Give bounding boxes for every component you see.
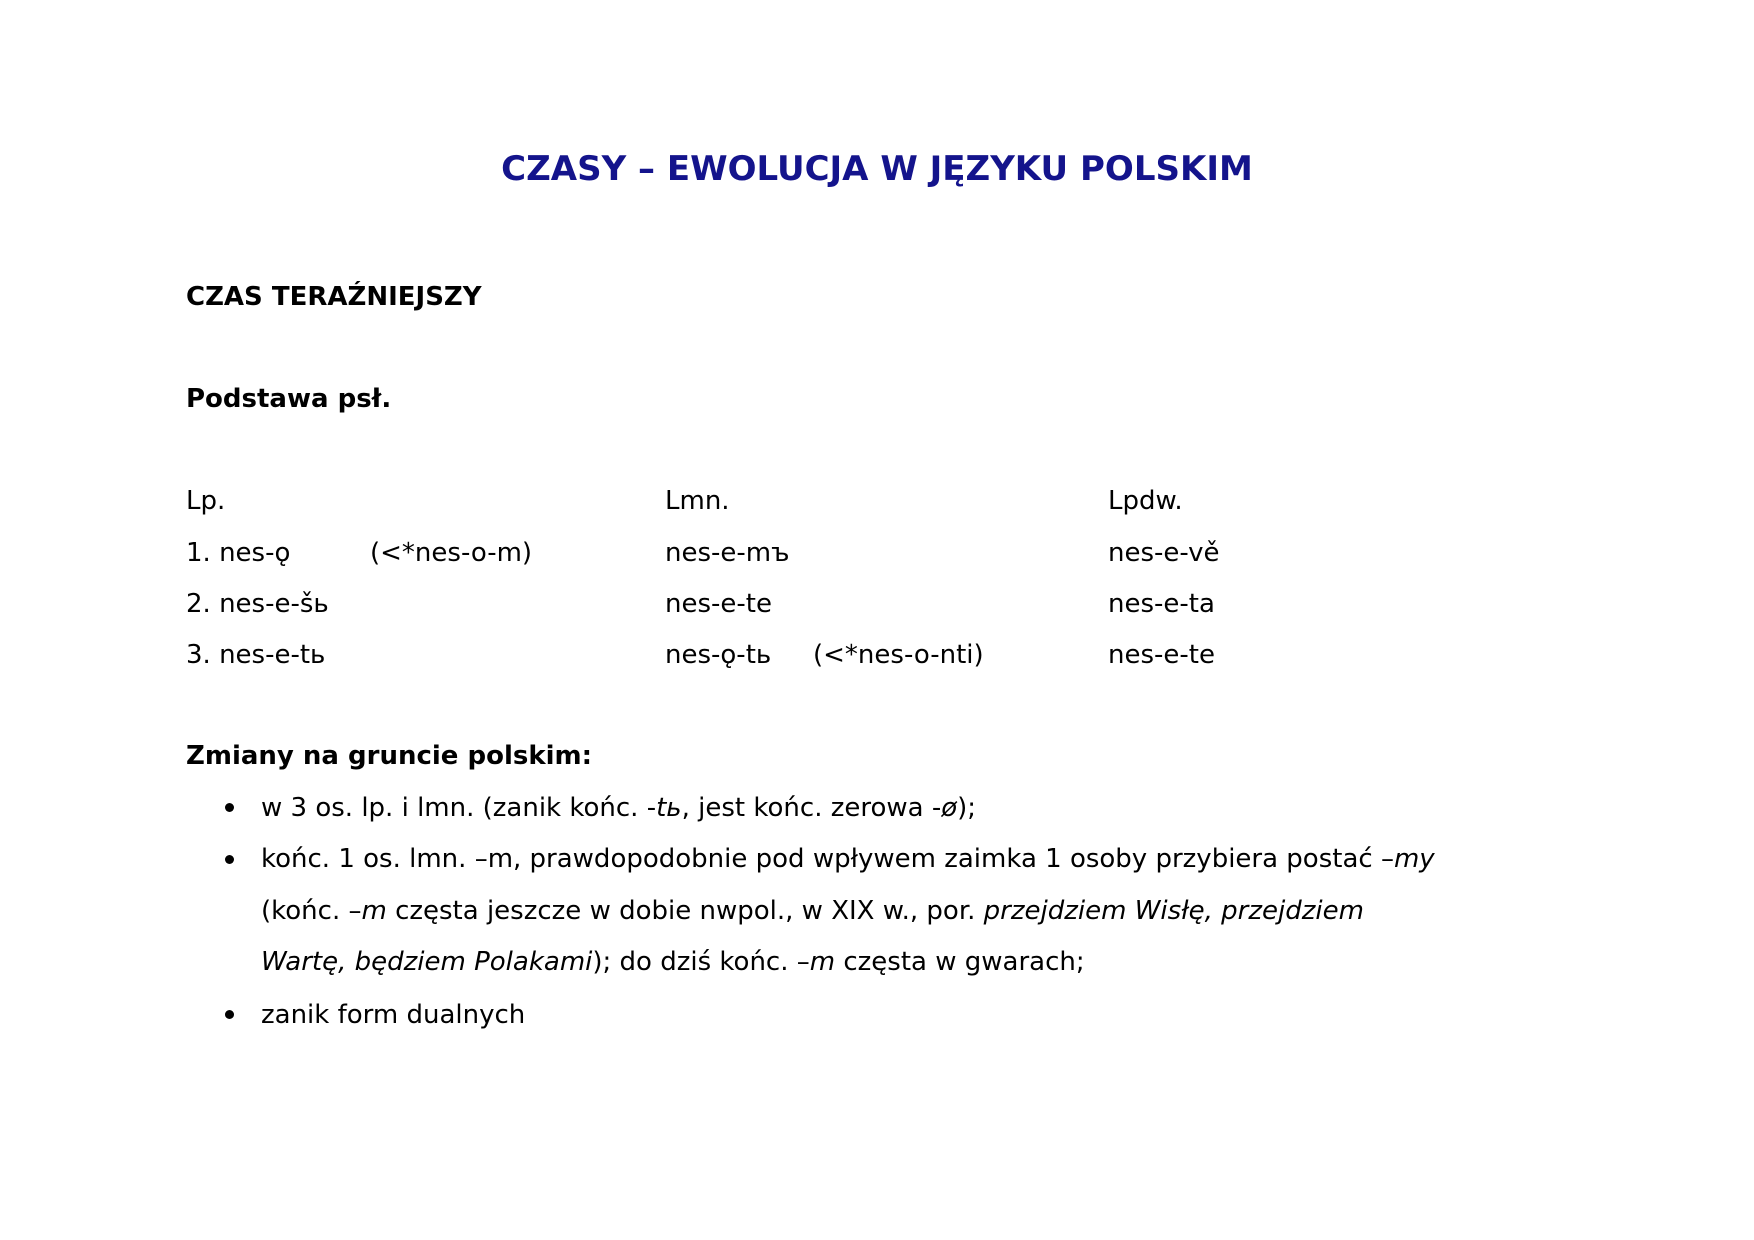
changes-heading: Zmiany na gruncie polskim: <box>186 741 593 771</box>
subheading: Podstawa psł. <box>186 384 392 414</box>
list-item: zanik form dualnych <box>261 1000 526 1030</box>
section-heading: CZAS TERAŹNIEJSZY <box>186 282 482 312</box>
row1-lp-note: (<*nes-o-m) <box>370 538 533 568</box>
row3-lmn-note: (<*nes-o-nti) <box>813 640 984 670</box>
row1-lp: 1. nes-ǫ <box>186 538 291 568</box>
header-lp: Lp. <box>186 486 226 516</box>
list-item: w 3 os. lp. i lmn. (zanik końc. -tь, jest końc. zerowa -ø); <box>261 793 977 823</box>
document-title: CZASY – EWOLUCJA W JĘZYKU POLSKIM <box>501 149 1253 189</box>
bullet-icon <box>225 855 234 864</box>
list-item-continuation: (końc. –m częsta jeszcze w dobie nwpol., w XIX w., por. przejdziem Wisłę, przejdziem <box>261 896 1364 926</box>
row2-lpdw: nes-e-ta <box>1108 589 1215 619</box>
row3-lp: 3. nes-e-tь <box>186 640 326 670</box>
row3-lmn: nes-ǫ-tь <box>665 640 772 670</box>
row2-lp: 2. nes-e-šь <box>186 589 329 619</box>
list-item-continuation: Wartę, będziem Polakami); do dziś końc. –m częsta w gwarach; <box>261 947 1085 977</box>
list-item: końc. 1 os. lmn. –m, prawdopodobnie pod wpływem zaimka 1 osoby przybiera postać –my <box>261 844 1435 874</box>
row3-lpdw: nes-e-te <box>1108 640 1215 670</box>
bullet-icon <box>225 1010 234 1019</box>
bullet-icon <box>225 803 234 812</box>
row2-lmn: nes-e-te <box>665 589 772 619</box>
header-lpdw: Lpdw. <box>1108 486 1183 516</box>
row1-lmn: nes-e-mъ <box>665 538 790 568</box>
row1-lpdw: nes-e-vě <box>1108 538 1220 568</box>
header-lmn: Lmn. <box>665 486 730 516</box>
